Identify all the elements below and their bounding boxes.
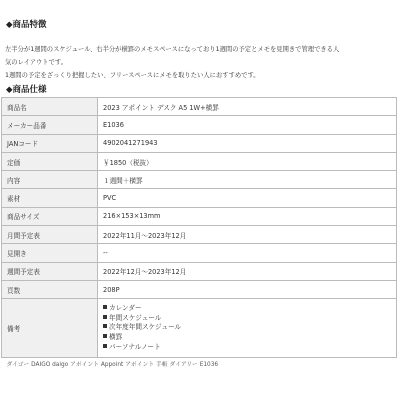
spec-key: 月間予定表 bbox=[2, 226, 98, 244]
square-bullet-icon bbox=[103, 305, 107, 309]
spec-key: 頁数 bbox=[2, 280, 98, 298]
square-bullet-icon bbox=[103, 324, 107, 328]
features-line: 1週間の予定をざっくり把握したい、フリースペースにメモを取りたい人におすすめです。 bbox=[5, 72, 260, 79]
features-line: 気のレイアウトです。 bbox=[5, 59, 67, 66]
spec-key: 内容 bbox=[2, 171, 98, 189]
spec-key: 定価 bbox=[2, 152, 98, 170]
square-bullet-icon bbox=[103, 315, 107, 319]
spec-row-price bbox=[2, 152, 397, 170]
spec-value: 216×153×13mm bbox=[98, 207, 397, 225]
list-item-label: 次年度年間スケジュール bbox=[109, 323, 182, 332]
spec-row-material bbox=[2, 189, 397, 207]
list-item bbox=[103, 323, 396, 333]
spec-row-notes bbox=[2, 299, 397, 358]
features-description bbox=[5, 43, 397, 82]
spec-value: ￥1850（税抜） bbox=[98, 152, 397, 170]
spec-row-size bbox=[2, 207, 397, 225]
notes-list bbox=[103, 304, 396, 353]
features-heading: ◆商品特徴 bbox=[6, 20, 47, 30]
notes-value bbox=[98, 299, 397, 358]
specs-heading: ◆商品仕様 bbox=[6, 85, 47, 95]
spec-value: 208P bbox=[98, 280, 397, 298]
spec-key: 備考 bbox=[2, 299, 98, 358]
spec-key: 週間予定表 bbox=[2, 262, 98, 280]
spec-value: １週間＋横罫 bbox=[98, 171, 397, 189]
list-item-label: 年間スケジュール bbox=[109, 313, 162, 322]
spec-row-jan bbox=[2, 134, 397, 152]
spec-row-weekly bbox=[2, 262, 397, 280]
list-item-label: 横罫 bbox=[109, 333, 123, 342]
spec-footer-row bbox=[2, 358, 397, 370]
square-bullet-icon bbox=[103, 344, 107, 348]
spec-row-product-name bbox=[2, 98, 397, 116]
spec-row-monthly bbox=[2, 226, 397, 244]
square-bullet-icon bbox=[103, 334, 107, 338]
spec-table bbox=[1, 97, 397, 369]
spec-value: 2023 アポイント デスク A5 1W+横罫 bbox=[98, 98, 397, 116]
spec-value: 4902041271943 bbox=[98, 134, 397, 152]
list-item-label: カレンダー bbox=[109, 303, 142, 312]
list-item-label: パーソナルノート bbox=[109, 342, 161, 351]
features-line: 左半分が1週間のスケジュール、右半分が横罫のメモスペースになっており1週間の予定とメモを見開きで管理できる人 bbox=[5, 46, 340, 53]
spec-key: 見開き bbox=[2, 244, 98, 262]
list-item bbox=[103, 343, 396, 353]
spec-value: E1036 bbox=[98, 116, 397, 134]
spec-key: JANコード bbox=[2, 134, 98, 152]
spec-key: 商品サイズ bbox=[2, 207, 98, 225]
list-item bbox=[103, 304, 396, 314]
spec-value: 2022年12月〜2023年12月 bbox=[98, 262, 397, 280]
spec-row-pages bbox=[2, 280, 397, 298]
spec-value: -- bbox=[98, 244, 397, 262]
spec-value: PVC bbox=[98, 189, 397, 207]
list-item bbox=[103, 314, 396, 324]
spec-key: メーカー品番 bbox=[2, 116, 98, 134]
spec-row-spread bbox=[2, 244, 397, 262]
spec-value: 2022年11月〜2023年12月 bbox=[98, 226, 397, 244]
spec-row-contents bbox=[2, 171, 397, 189]
list-item bbox=[103, 333, 396, 343]
keywords-footer: ダイゴー DAIGO daigo アポイント Appoint アポイント 手帳 ダイアリー E1036 bbox=[2, 358, 397, 370]
spec-row-maker-code bbox=[2, 116, 397, 134]
spec-key: 商品名 bbox=[2, 98, 98, 116]
spec-key: 素材 bbox=[2, 189, 98, 207]
